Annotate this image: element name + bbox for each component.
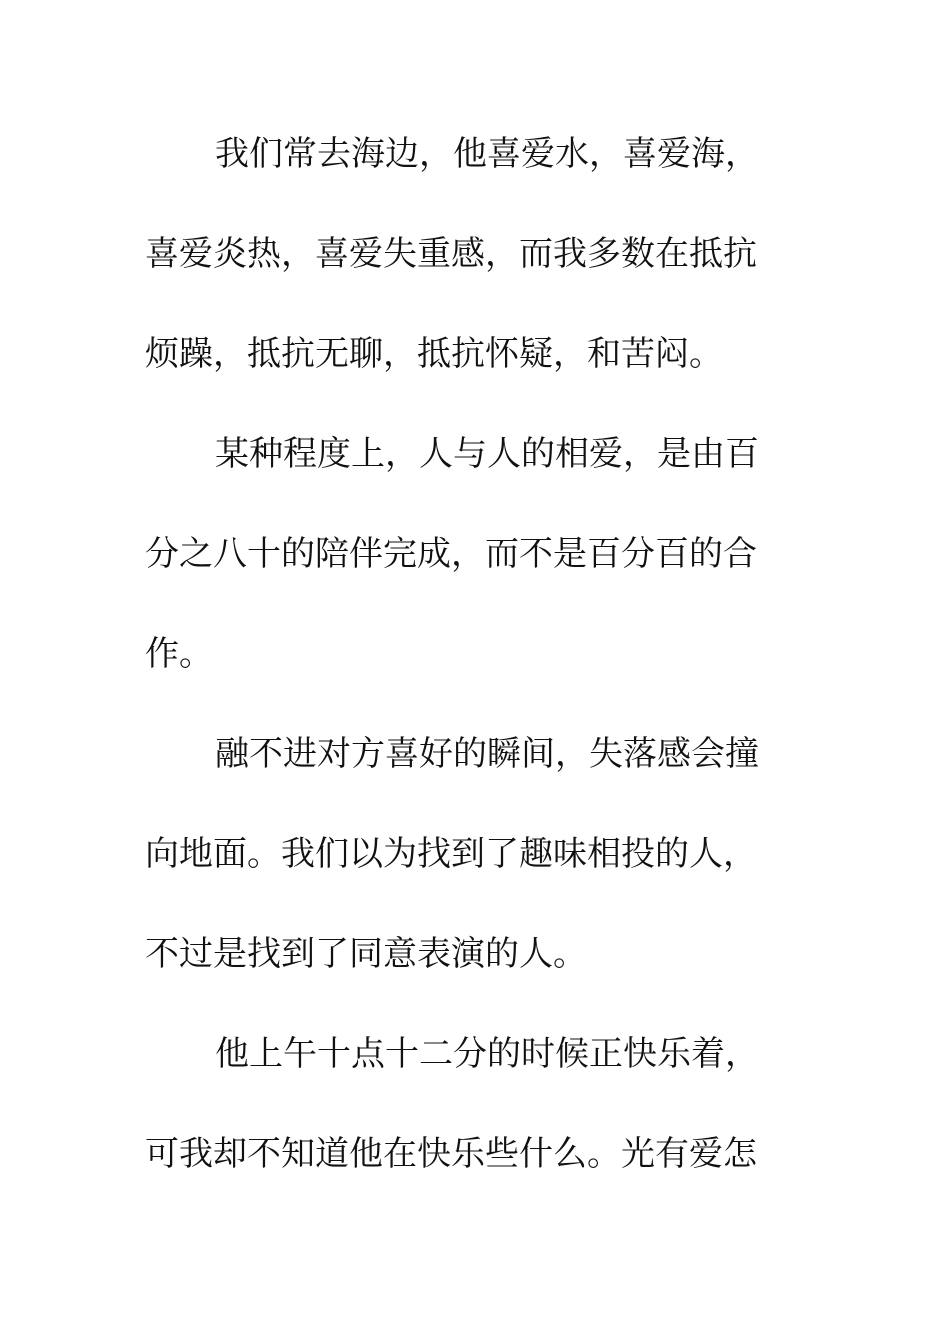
paragraph-4-line-1: 他上午十点十二分的时候正快乐着，	[215, 1034, 759, 1074]
paragraph-4-line-2: 可我却不知道他在快乐些什么。光有爱怎	[145, 1134, 757, 1174]
paragraph-1-line-3: 烦躁，抵抗无聊，抵抗怀疑，和苦闷。	[145, 334, 723, 374]
body-text	[145, 124, 775, 1224]
paragraph-3-line-2: 向地面。我们以为找到了趣味相投的人，	[145, 834, 757, 874]
paragraph-2-line-2: 分之八十的陪伴完成，而不是百分百的合	[145, 534, 757, 574]
paragraph-3-line-1: 融不进对方喜好的瞬间，失落感会撞	[215, 734, 759, 774]
paragraph-3-line-3: 不过是找到了同意表演的人。	[145, 934, 587, 974]
paragraph-2-line-1: 某种程度上，人与人的相爱，是由百	[215, 434, 759, 474]
paragraph-2-line-3: 作。	[145, 634, 213, 674]
paragraph-1-line-2: 喜爱炎热，喜爱失重感，而我多数在抵抗	[145, 234, 757, 274]
paragraph-1-line-1: 我们常去海边，他喜爱水，喜爱海，	[215, 134, 759, 174]
